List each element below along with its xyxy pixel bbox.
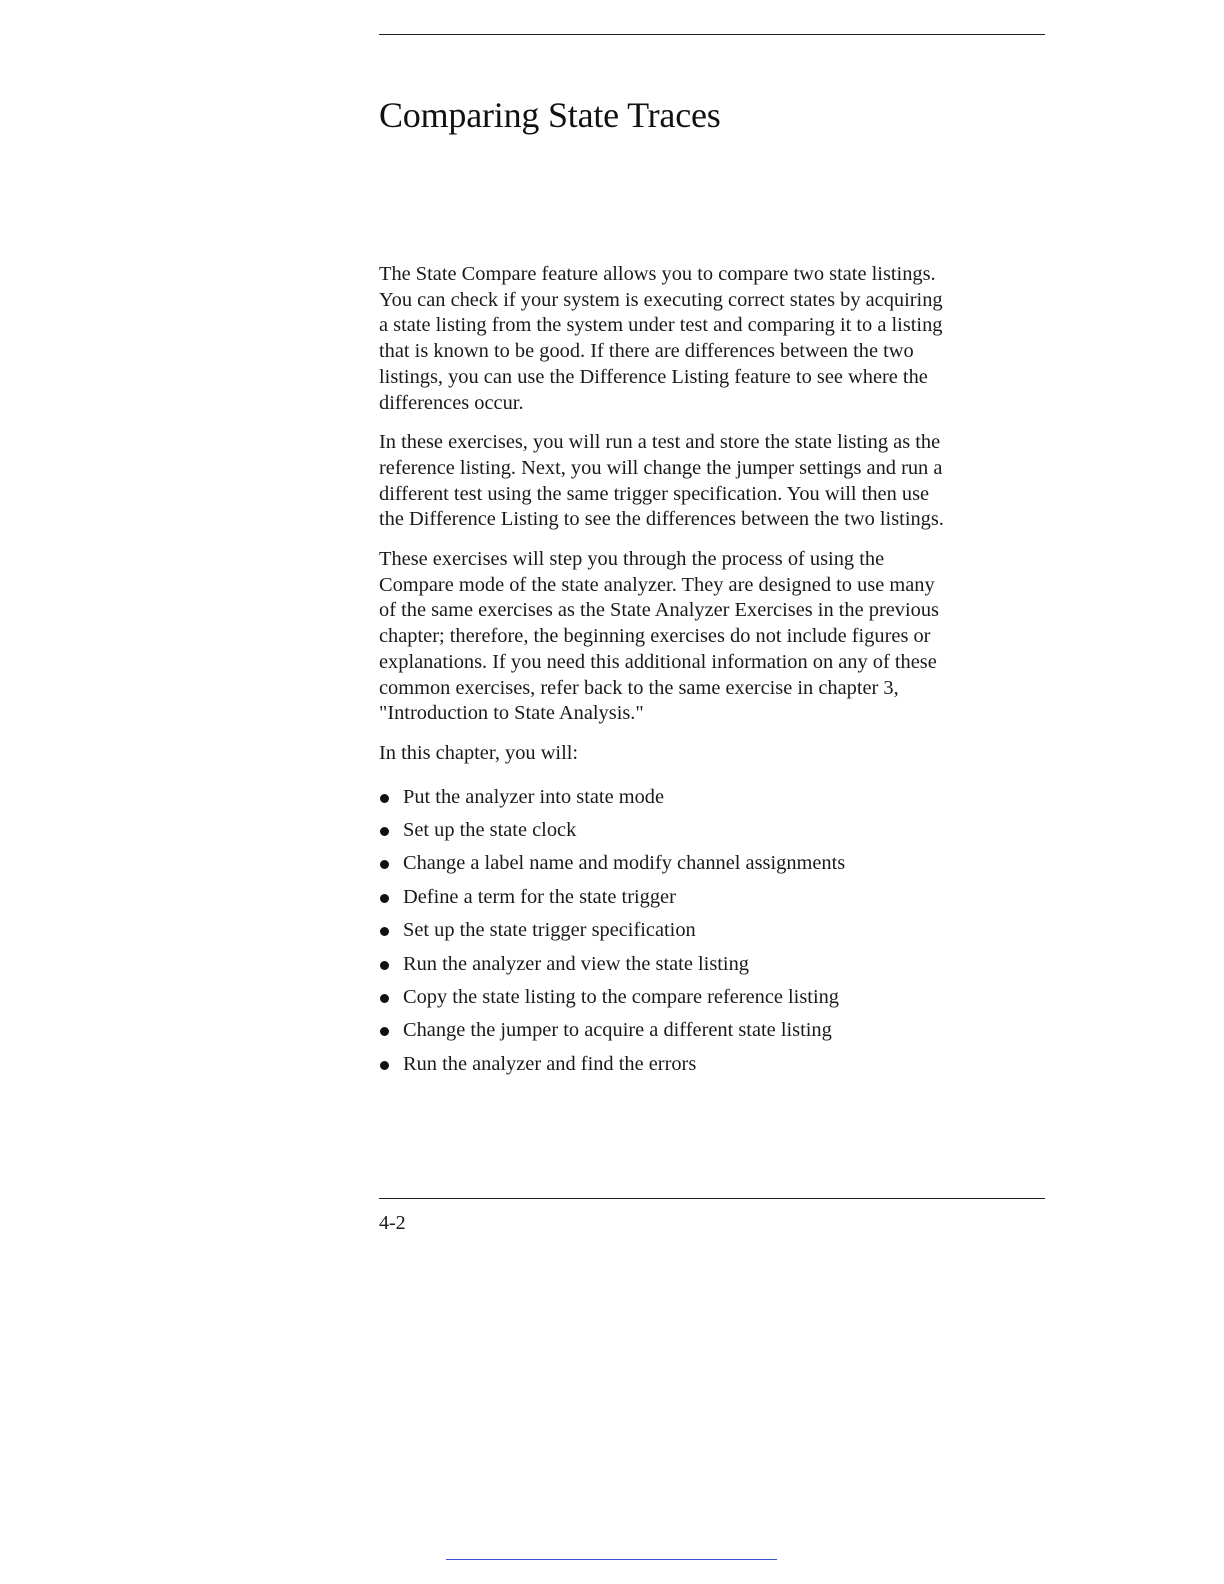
list-item — [379, 814, 1045, 847]
body-text — [379, 262, 1045, 1081]
bullet-icon — [380, 827, 389, 836]
paragraph-line: In this chapter, you will: — [379, 741, 579, 764]
list-item-text: Put the analyzer into state mode — [403, 785, 665, 808]
paragraph-line: of the same exercises as the State Analyzer Exercises in the previous — [379, 599, 939, 622]
paragraph-line: You can check if your system is executing correct states by acquiring — [379, 288, 943, 311]
list-item-text: Run the analyzer and view the state listing — [403, 952, 749, 975]
paragraph-line: a state listing from the system under test and comparing it to a listing — [379, 314, 943, 337]
bullet-icon — [380, 1027, 389, 1036]
paragraph-line: differences occur. — [379, 391, 524, 414]
top-rule — [379, 34, 1045, 35]
bullet-icon — [380, 961, 389, 970]
list-item — [379, 847, 1045, 880]
paragraph-line: chapter; therefore, the beginning exercises do not include figures or — [379, 625, 931, 648]
paragraph-line: the Difference Listing to see the differences between the two listings. — [379, 508, 944, 531]
bullet-icon — [380, 794, 389, 803]
paragraph-line: The State Compare feature allows you to compare two state listings. — [379, 263, 936, 285]
list-item — [379, 881, 1045, 914]
paragraph-line: In these exercises, you will run a test and store the state listing as the — [379, 431, 941, 454]
list-item-text: Change a label name and modify channel assignments — [403, 852, 846, 875]
page-number: 4-2 — [379, 1212, 406, 1234]
paragraph-line: reference listing. Next, you will change the jumper settings and run a — [379, 456, 943, 479]
paragraph — [379, 547, 1045, 727]
paragraph — [379, 741, 1045, 767]
paragraph-line: explanations. If you need this additional information on any of these — [379, 650, 937, 673]
list-item-text: Set up the state trigger specification — [403, 919, 696, 942]
bullet-icon — [380, 860, 389, 869]
list-item-text: Copy the state listing to the compare reference listing — [403, 986, 839, 1008]
paragraph-line: "Introduction to State Analysis." — [379, 702, 644, 725]
list-item — [379, 914, 1045, 947]
paragraph — [379, 430, 1045, 533]
paragraph-line: that is known to be good. If there are differences between the two — [379, 340, 914, 363]
bullet-icon — [380, 894, 389, 903]
list-item — [379, 1048, 1045, 1081]
list-item — [379, 1014, 1045, 1047]
list-item-text: Change the jumper to acquire a different state listing — [403, 1019, 832, 1042]
list-item — [379, 781, 1045, 814]
list-item-text: Define a term for the state trigger — [403, 885, 676, 908]
bullet-icon — [380, 994, 389, 1003]
paragraph-line: common exercises, refer back to the same exercise in chapter 3, — [379, 676, 899, 699]
list-item-text: Set up the state clock — [403, 819, 577, 842]
list-item — [379, 948, 1045, 981]
list-item-text: Run the analyzer and find the errors — [403, 1052, 697, 1075]
page-title: Comparing State Traces — [379, 95, 721, 135]
paragraph-line: Compare mode of the state analyzer. They are designed to use many — [379, 573, 935, 596]
footer-link-underline[interactable] — [446, 1559, 777, 1560]
list-item — [379, 981, 1045, 1014]
paragraph — [379, 262, 1045, 416]
paragraph-line: listings, you can use the Difference Listing feature to see where the — [379, 365, 928, 388]
bottom-rule — [379, 1198, 1045, 1199]
bullet-list — [379, 781, 1045, 1082]
bullet-icon — [380, 927, 389, 936]
paragraph-line: These exercises will step you through the process of using the — [379, 548, 885, 571]
bullet-icon — [380, 1061, 389, 1070]
paragraph-line: different test using the same trigger specification. You will then use — [379, 482, 930, 505]
